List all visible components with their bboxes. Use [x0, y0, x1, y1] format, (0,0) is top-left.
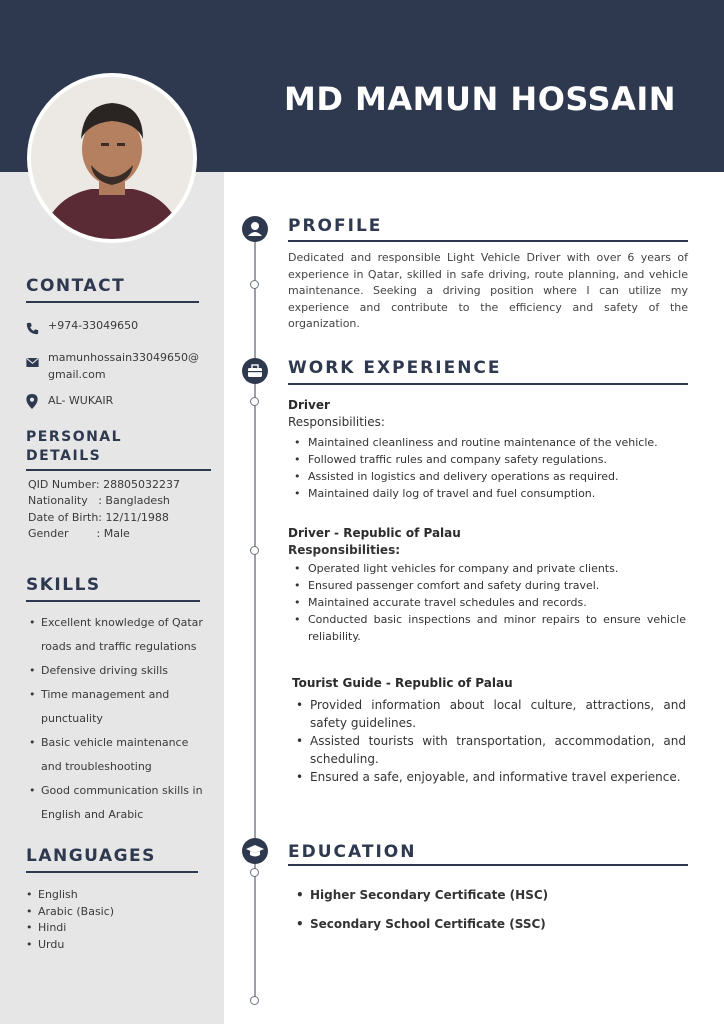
skill-item: • Good communication skills in English and Arabic: [27, 779, 207, 827]
education-item: • Higher Secondary Certificate (HSC): [290, 881, 686, 910]
skill-item: • Defensive driving skills: [27, 659, 207, 683]
timeline-dot: [250, 868, 259, 877]
timeline-dot: [250, 397, 259, 406]
list-item: • Followed traffic rules and company safety regulations.: [288, 451, 688, 468]
date-of-birth: Date of Birth: 12/11/1988: [28, 511, 169, 524]
timeline-dot: [250, 280, 259, 289]
list-item: • Maintained accurate travel schedules and records.: [288, 594, 686, 611]
profile-heading: PROFILE: [288, 216, 383, 236]
avatar: [31, 77, 193, 239]
contact-heading: CONTACT: [26, 276, 126, 296]
location-text: AL- WUKAIR: [48, 394, 114, 407]
list-item: • Maintained cleanliness and routine maintenance of the vehicle.: [288, 434, 688, 451]
list-item: • Assisted in logistics and delivery operations as required.: [288, 468, 688, 485]
job-subtitle: Responsibilities:: [288, 543, 401, 557]
job-subtitle: Responsibilities:: [288, 415, 385, 429]
languages-divider: [26, 871, 198, 873]
languages-list: [24, 887, 204, 953]
location-pin-icon: [26, 394, 40, 408]
work-experience-divider: [288, 383, 688, 385]
personal-details-heading-line-1: PERSONAL: [26, 429, 123, 445]
work-experience-heading: WORK EXPERIENCE: [288, 358, 502, 378]
language-item: • Hindi: [24, 920, 204, 937]
education-item: • Secondary School Certificate (SSC): [290, 910, 686, 939]
skills-divider: [26, 600, 200, 602]
education-divider: [288, 864, 688, 866]
timeline-dot: [250, 546, 259, 555]
job-responsibilities: [290, 696, 686, 786]
skill-item: • Time management and punctuality: [27, 683, 207, 731]
briefcase-icon: [242, 358, 268, 384]
list-item: • Ensured passenger comfort and safety during travel.: [288, 577, 686, 594]
email-line-1[interactable]: mamunhossain33049650@: [48, 351, 200, 364]
contact-divider: [26, 301, 199, 303]
education-list: [290, 881, 686, 939]
profile-text: Dedicated and responsible Light Vehicle Driver with over 6 years of experience in Qatar, skilled in safe driving, route planning, and vehicle maintenance. Seeking a driving position where I can utilize my experience and contribute to the efficiency and safety of the organization.: [288, 251, 688, 330]
list-item: • Conducted basic inspections and minor repairs to ensure vehicle reliability.: [288, 611, 686, 645]
timeline-dot: [250, 996, 259, 1005]
list-item: • Operated light vehicles for company and private clients.: [288, 560, 686, 577]
gender: Gender : Male: [28, 527, 130, 540]
list-item: • Ensured a safe, enjoyable, and informative travel experience.: [290, 768, 686, 786]
nationality: Nationality : Bangladesh: [28, 494, 170, 507]
job-title: Tourist Guide - Republic of Palau: [292, 676, 513, 690]
candidate-name: MD MAMUN HOSSAIN: [284, 80, 676, 118]
list-item: • Assisted tourists with transportation, accommodation, and scheduling.: [290, 732, 686, 768]
phone-icon: [26, 320, 40, 334]
qid-number: QID Number: 28805032237: [28, 478, 181, 491]
skills-list: [27, 611, 207, 827]
language-item: • English: [24, 887, 204, 904]
job-title: Driver - Republic of Palau: [288, 526, 461, 540]
list-item: • Provided information about local culture, attractions, and safety guidelines.: [290, 696, 686, 732]
profile-divider: [288, 240, 688, 242]
job-title: Driver: [288, 398, 330, 412]
job-responsibilities: [288, 434, 688, 502]
job-responsibilities: [288, 560, 686, 645]
language-item: • Urdu: [24, 937, 204, 954]
skills-heading: SKILLS: [26, 575, 101, 595]
email-line-2[interactable]: gmail.com: [48, 368, 106, 381]
personal-details-heading-line-2: DETAILS: [26, 448, 102, 464]
profile-photo: [27, 73, 197, 243]
graduation-cap-icon: [242, 838, 268, 864]
timeline-line: [254, 228, 256, 1000]
user-icon: [242, 216, 268, 242]
languages-heading: LANGUAGES: [26, 846, 156, 866]
phone-number[interactable]: +974-33049650: [48, 319, 139, 332]
skill-item: • Basic vehicle maintenance and troubleshooting: [27, 731, 207, 779]
education-heading: EDUCATION: [288, 842, 417, 862]
person-portrait-icon: [31, 77, 193, 239]
mail-icon: [26, 353, 40, 367]
list-item: • Maintained daily log of travel and fuel consumption.: [288, 485, 688, 502]
skill-item: • Excellent knowledge of Qatar roads and traffic regulations: [27, 611, 207, 659]
personal-details-divider: [26, 469, 211, 471]
language-item: • Arabic (Basic): [24, 904, 204, 921]
